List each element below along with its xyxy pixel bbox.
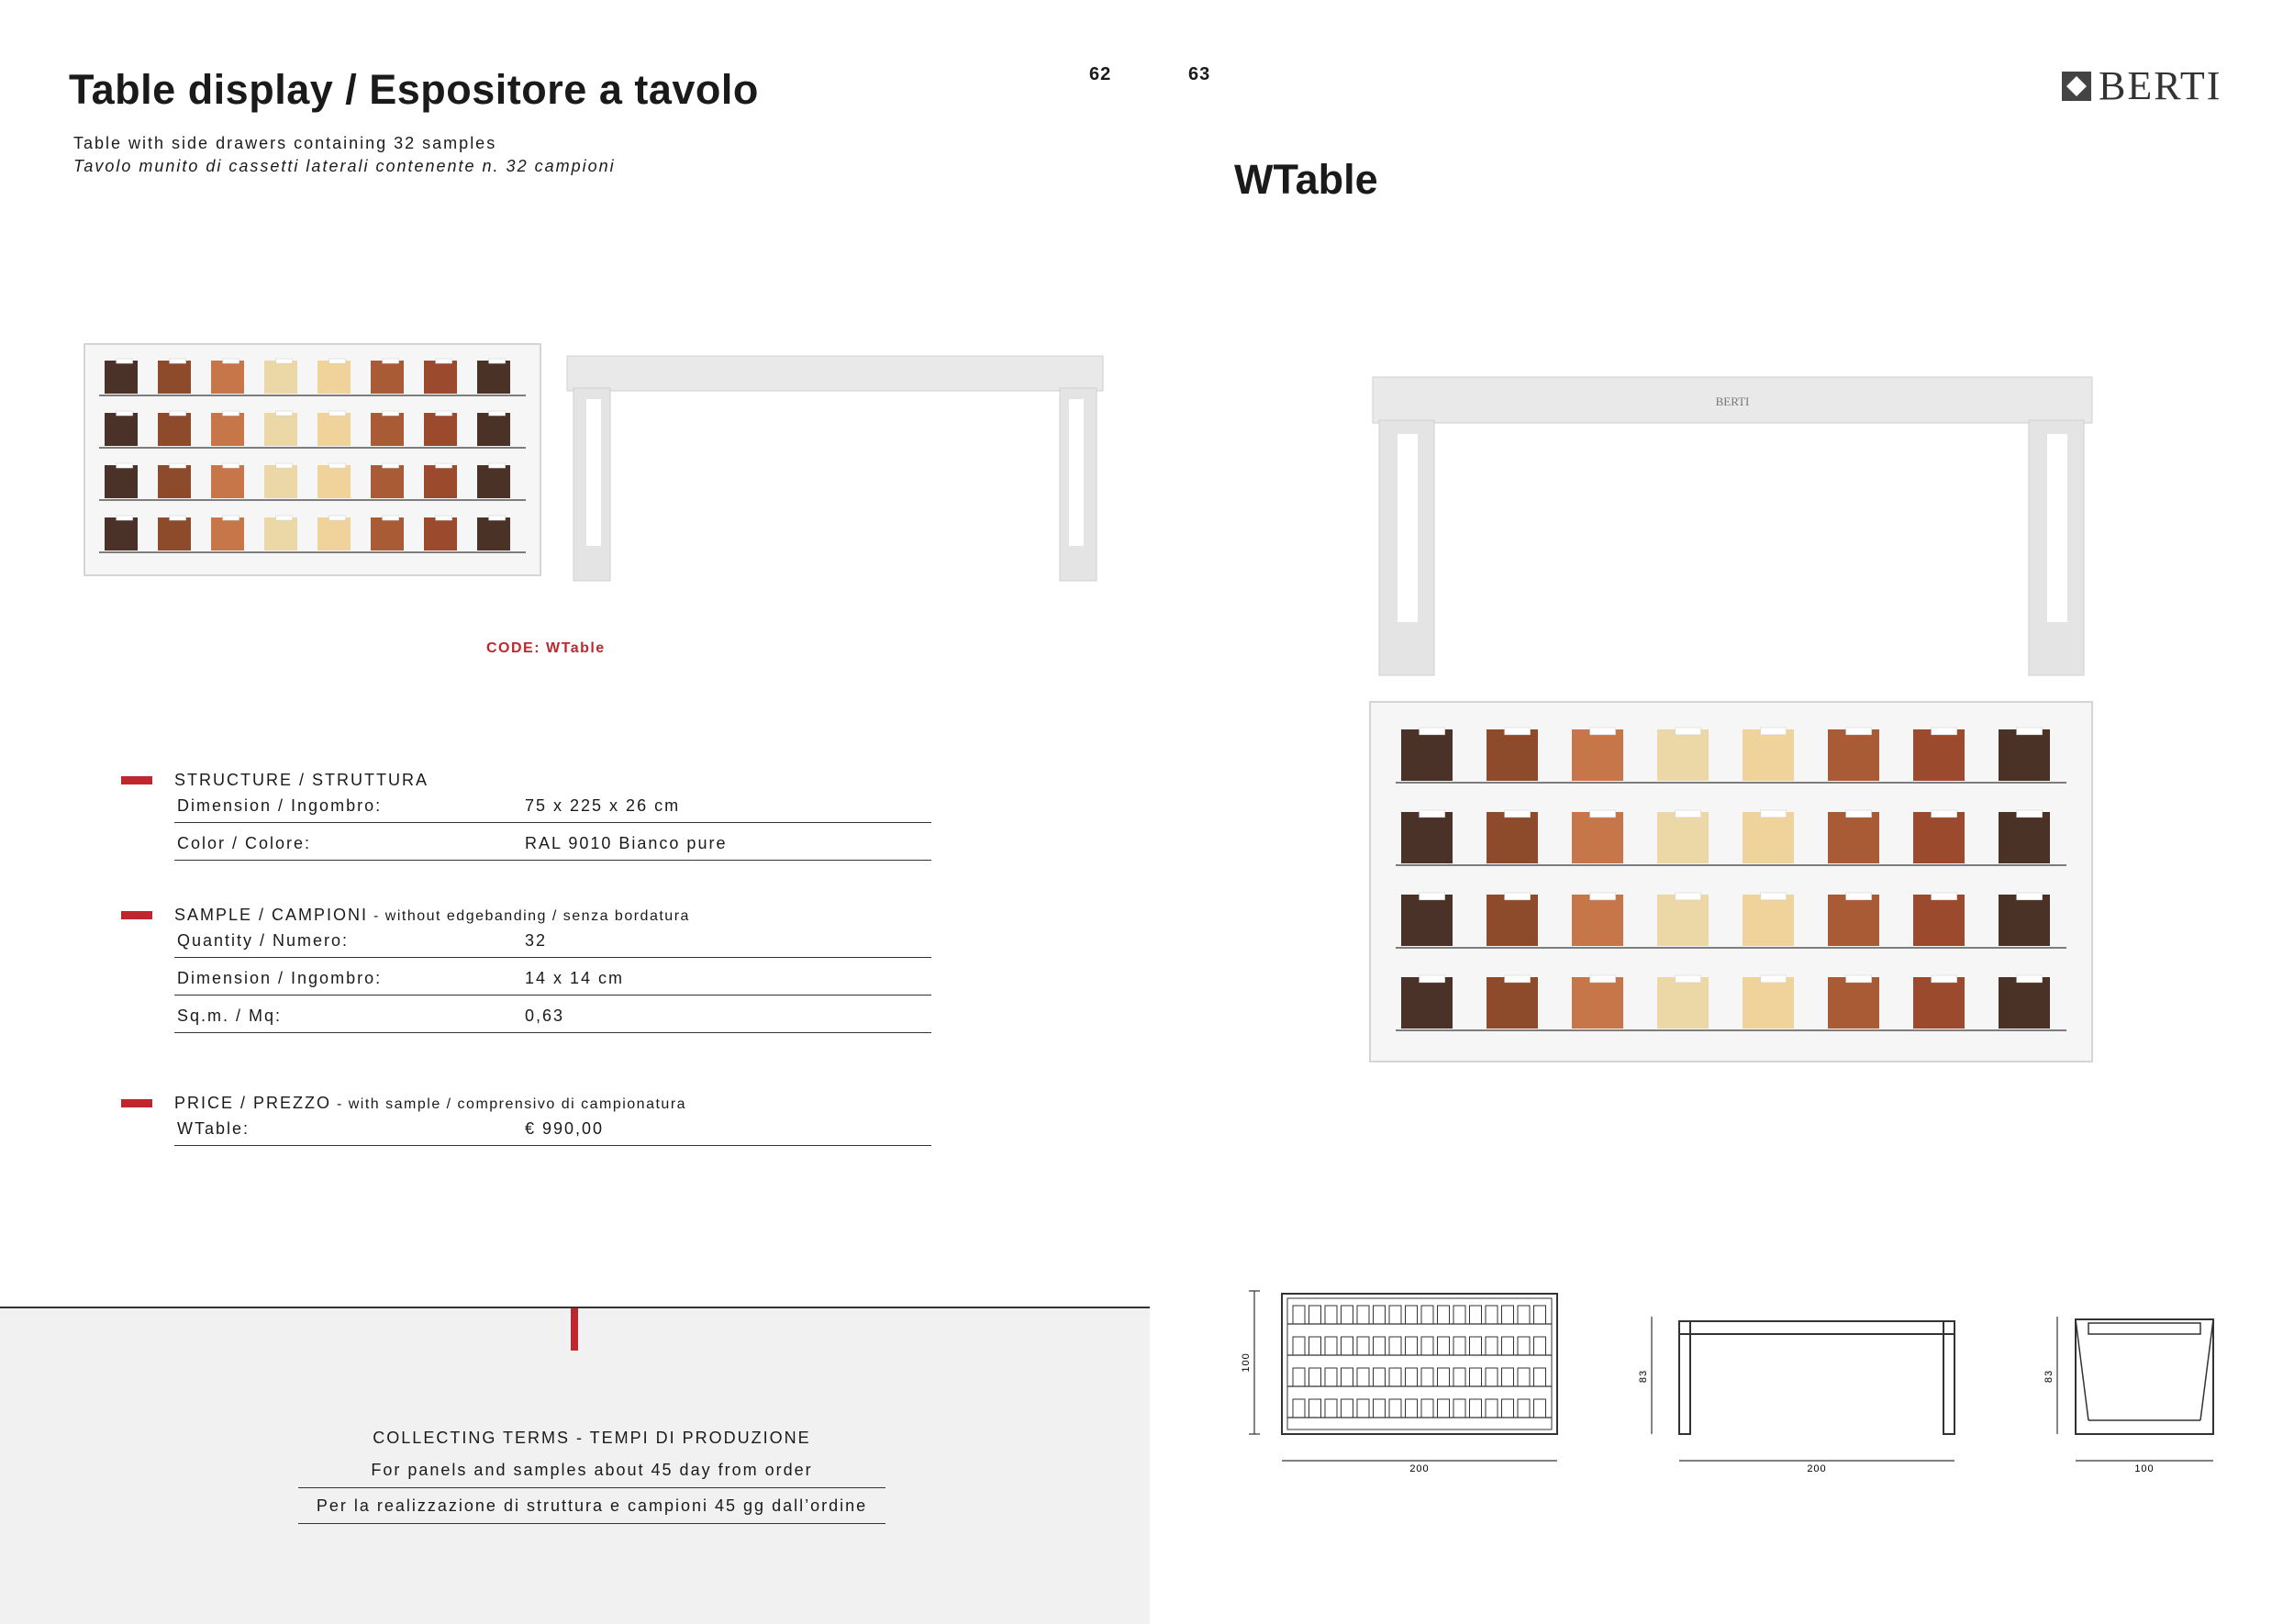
drawing-cell <box>1357 1306 1369 1324</box>
swatch-label-tab <box>329 359 346 363</box>
brand-name: BERTI <box>2099 63 2222 108</box>
table-image-large <box>1370 374 2095 677</box>
sample-swatch <box>211 361 244 394</box>
dim-width-label: 200 <box>1807 1463 1827 1474</box>
drawing-cell <box>1518 1306 1530 1324</box>
swatch-label-tab <box>1590 975 1616 983</box>
drawing-cell <box>1518 1337 1530 1355</box>
sample-swatch <box>424 517 457 551</box>
drawing-cell <box>1453 1399 1465 1418</box>
swatch-label-tab <box>1846 810 1872 818</box>
sample-swatch <box>1401 812 1453 863</box>
sample-swatch <box>1572 977 1623 1029</box>
page-number-right: 63 <box>1188 64 1211 84</box>
drawing-cell <box>1421 1399 1433 1418</box>
sample-swatch <box>1743 977 1794 1029</box>
table-top <box>567 356 1103 391</box>
sample-swatch <box>371 517 404 551</box>
swatch-label-tab <box>383 516 399 520</box>
sample-swatch <box>1657 812 1709 863</box>
sample-swatch <box>1828 977 1879 1029</box>
drawing-cell <box>1502 1337 1514 1355</box>
dim-height-label: 100 <box>1241 1352 1252 1373</box>
collecting-terms-footer <box>0 1307 1150 1624</box>
swatch-label-tab <box>436 359 452 363</box>
swatch-label-tab <box>223 516 239 520</box>
sample-swatch <box>1913 729 1965 781</box>
swatch-label-tab <box>1846 975 1872 983</box>
spec-row <box>174 958 931 996</box>
red-marker <box>121 911 152 919</box>
drawing-cell <box>1534 1399 1546 1418</box>
drawing-cell <box>1518 1399 1530 1418</box>
sample-swatch <box>264 413 297 446</box>
swatch-label-tab <box>1590 810 1616 818</box>
swatch-label-tab <box>1676 975 1701 983</box>
sample-swatch <box>1401 977 1453 1029</box>
table-image-small <box>564 353 1106 583</box>
drawing-cell <box>1502 1368 1514 1386</box>
sample-swatch <box>158 465 191 498</box>
sample-swatch <box>1572 812 1623 863</box>
drawing-cell <box>1486 1337 1498 1355</box>
swatch-label-tab <box>223 463 239 468</box>
drawing-cell <box>1421 1306 1433 1324</box>
drawing-side-view <box>1638 1312 1962 1474</box>
drawing-cell <box>1309 1399 1321 1418</box>
sample-swatch <box>1828 812 1879 863</box>
spec-value: 14 x 14 cm <box>525 969 625 987</box>
spec-row <box>174 823 931 861</box>
sample-swatch <box>1572 729 1623 781</box>
sample-swatch <box>424 465 457 498</box>
subtitle-it: Tavolo munito di cassetti laterali contenente n. 32 campioni <box>73 157 616 175</box>
sample-swatch <box>1999 895 2050 946</box>
drawing-cell <box>1293 1368 1305 1386</box>
swatch-label-tab <box>276 411 293 416</box>
sample-swatch <box>1828 729 1879 781</box>
sample-swatch <box>211 413 244 446</box>
drawing-cell <box>1293 1337 1305 1355</box>
swatch-label-tab <box>1761 728 1787 735</box>
sample-swatch <box>371 413 404 446</box>
sample-swatch <box>424 361 457 394</box>
swatch-label-tab <box>1846 728 1872 735</box>
sample-swatch <box>158 517 191 551</box>
sample-swatch <box>424 413 457 446</box>
drawing-cell <box>1309 1337 1321 1355</box>
sample-swatch <box>1401 729 1453 781</box>
sample-swatch <box>105 413 138 446</box>
drawing-cell <box>1438 1399 1450 1418</box>
drawing-cell <box>1342 1399 1353 1418</box>
swatch-label-tab <box>1676 810 1701 818</box>
subtitle-en: Table with side drawers containing 32 samples <box>73 134 497 152</box>
dim-height-label: 83 <box>1638 1369 1649 1384</box>
sample-swatch <box>1913 895 1965 946</box>
sample-swatch <box>1828 895 1879 946</box>
terms-heading: COLLECTING TERMS - TEMPI DI PRODUZIONE <box>373 1429 811 1447</box>
swatch-label-tab <box>383 411 399 416</box>
swatch-label-tab <box>1505 728 1531 735</box>
dim-height-label: 83 <box>2043 1369 2055 1384</box>
dim-width-label: 200 <box>1409 1463 1430 1474</box>
swatch-label-tab <box>1505 975 1531 983</box>
drawing-cell <box>1453 1337 1465 1355</box>
sample-swatch <box>1743 812 1794 863</box>
swatch-label-tab <box>2017 893 2043 900</box>
spec-value: € 990,00 <box>525 1119 605 1138</box>
spec-label: Color / Colore: <box>177 834 312 852</box>
sample-swatch <box>1743 895 1794 946</box>
page-number-left: 62 <box>1089 64 1112 84</box>
swatch-label-tab <box>276 359 293 363</box>
drawing-cell <box>1486 1306 1498 1324</box>
swatch-label-tab <box>1846 893 1872 900</box>
sample-swatch <box>1913 977 1965 1029</box>
sample-swatch <box>371 361 404 394</box>
drawing-cell <box>1325 1306 1337 1324</box>
drawing-cell <box>1342 1368 1353 1386</box>
section-note: - without edgebanding / senza bordatura <box>368 908 690 924</box>
drawing-cell <box>1389 1337 1401 1355</box>
spec-label: WTable: <box>177 1119 251 1138</box>
swatch-label-tab <box>383 463 399 468</box>
swatch-label-tab <box>170 463 186 468</box>
drawing-cell <box>1374 1399 1386 1418</box>
drawing-cell <box>1374 1368 1386 1386</box>
swatch-label-tab <box>436 463 452 468</box>
red-marker <box>121 1099 152 1107</box>
swatch-label-tab <box>1932 975 1957 983</box>
drawing-cell <box>1293 1306 1305 1324</box>
drawing-cell <box>1421 1368 1433 1386</box>
drawing-cell <box>1421 1337 1433 1355</box>
collecting-terms <box>298 1423 885 1524</box>
sample-swatch <box>158 413 191 446</box>
drawing-cell <box>1518 1368 1530 1386</box>
sample-swatch <box>477 413 510 446</box>
drawing-cell <box>1389 1368 1401 1386</box>
drawing-cell <box>1486 1399 1498 1418</box>
swatch-label-tab <box>1505 893 1531 900</box>
swatch-label-tab <box>436 411 452 416</box>
sample-swatch <box>1487 895 1538 946</box>
spec-label: Dimension / Ingombro: <box>177 796 383 815</box>
swatch-label-tab <box>489 411 506 416</box>
drawing-cell <box>1389 1399 1401 1418</box>
swatch-label-tab <box>329 411 346 416</box>
drawing-cell <box>1438 1337 1450 1355</box>
drawing-cell <box>1325 1337 1337 1355</box>
swatch-label-tab <box>1590 728 1616 735</box>
drawing-cell <box>1470 1337 1482 1355</box>
drawing-cell <box>1470 1368 1482 1386</box>
spec-value: 32 <box>525 931 548 950</box>
swatch-label-tab <box>383 359 399 363</box>
drawing-cell <box>1502 1306 1514 1324</box>
drawing-cell <box>1309 1306 1321 1324</box>
sample-swatch <box>105 517 138 551</box>
section-heading <box>174 1094 931 1118</box>
terms-line: For panels and samples about 45 day from order <box>298 1452 885 1488</box>
sample-swatch <box>1999 977 2050 1029</box>
swatch-label-tab <box>489 516 506 520</box>
drawing-cell <box>1374 1337 1386 1355</box>
sample-panel-image-large <box>1370 702 2092 1062</box>
swatch-label-tab <box>276 463 293 468</box>
swatch-label-tab <box>117 411 133 416</box>
drawing-cell <box>1534 1368 1546 1386</box>
spec-value: 75 x 225 x 26 cm <box>525 796 681 815</box>
swatch-label-tab <box>1505 810 1531 818</box>
sample-swatch <box>1999 812 2050 863</box>
sample-swatch <box>1657 729 1709 781</box>
sample-swatch <box>264 465 297 498</box>
spec-value: RAL 9010 Bianco pure <box>525 834 728 852</box>
sample-swatch <box>264 517 297 551</box>
sample-swatch <box>371 465 404 498</box>
drawing-cell <box>1342 1337 1353 1355</box>
drawing-cell <box>1342 1306 1353 1324</box>
swatch-label-tab <box>1420 810 1445 818</box>
product-title: WTable <box>1234 156 1378 203</box>
sample-swatch <box>317 361 351 394</box>
sample-swatch <box>105 465 138 498</box>
swatch-label-tab <box>1676 728 1701 735</box>
table-brand-mark: BERTI <box>1715 395 1750 408</box>
sample-swatch <box>211 517 244 551</box>
swatch-label-tab <box>329 463 346 468</box>
drawing-end-view <box>2043 1312 2239 1474</box>
sample-swatch <box>317 465 351 498</box>
sample-swatch <box>1401 895 1453 946</box>
swatch-label-tab <box>329 516 346 520</box>
swatch-label-tab <box>223 411 239 416</box>
drawing-cell <box>1486 1368 1498 1386</box>
section-sample <box>174 906 931 1033</box>
drawing-cell <box>1357 1368 1369 1386</box>
spec-row <box>174 1118 931 1146</box>
page-title: Table display / Espositore a tavolo <box>69 66 759 113</box>
swatch-label-tab <box>1932 810 1957 818</box>
swatch-label-tab <box>117 463 133 468</box>
sample-swatch <box>158 361 191 394</box>
spec-row <box>174 795 931 823</box>
drawing-cell <box>1438 1368 1450 1386</box>
swatch-label-tab <box>2017 810 2043 818</box>
section-price <box>174 1094 931 1146</box>
panel-frame <box>84 344 540 575</box>
drawing-cell <box>1357 1399 1369 1418</box>
sample-swatch <box>1487 729 1538 781</box>
sample-swatch <box>264 361 297 394</box>
section-structure <box>174 771 931 861</box>
drawing-cell <box>1309 1368 1321 1386</box>
section-title: PRICE / PREZZO <box>174 1094 332 1112</box>
swatch-label-tab <box>170 516 186 520</box>
red-marker <box>121 776 152 784</box>
drawing-cell <box>1325 1368 1337 1386</box>
sample-swatch <box>1572 895 1623 946</box>
sample-swatch <box>1487 812 1538 863</box>
drawing-cell <box>1534 1337 1546 1355</box>
product-code: CODE: WTable <box>486 640 606 656</box>
swatch-label-tab <box>1761 893 1787 900</box>
section-heading <box>174 906 931 929</box>
spec-row <box>174 996 931 1033</box>
drawing-cell <box>1453 1368 1465 1386</box>
swatch-label-tab <box>1420 975 1445 983</box>
drawing-cell <box>1325 1399 1337 1418</box>
section-title: SAMPLE / CAMPIONI <box>174 906 369 924</box>
panel-frame <box>1370 702 2092 1062</box>
swatch-label-tab <box>1761 975 1787 983</box>
swatch-label-tab <box>276 516 293 520</box>
sample-swatch <box>317 413 351 446</box>
sample-swatch <box>105 361 138 394</box>
drawing-cell <box>1470 1399 1482 1418</box>
spec-label: Quantity / Numero: <box>177 931 350 950</box>
swatch-label-tab <box>117 359 133 363</box>
sample-swatch <box>477 517 510 551</box>
drawing-cell <box>1470 1306 1482 1324</box>
dim-width-label: 100 <box>2134 1463 2155 1474</box>
drawing-cell <box>1406 1337 1418 1355</box>
drawing-cell <box>1374 1306 1386 1324</box>
drawing-cell <box>1293 1399 1305 1418</box>
swatch-label-tab <box>117 516 133 520</box>
sample-swatch <box>1913 812 1965 863</box>
sample-swatch <box>211 465 244 498</box>
drawing-cell <box>1406 1399 1418 1418</box>
swatch-label-tab <box>1932 893 1957 900</box>
sample-swatch <box>1487 977 1538 1029</box>
spec-row <box>174 929 931 958</box>
sample-swatch <box>1657 977 1709 1029</box>
drawing-cell <box>1357 1337 1369 1355</box>
drawing-cell <box>1389 1306 1401 1324</box>
sample-swatch <box>477 361 510 394</box>
terms-line: Per la realizzazione di struttura e campioni 45 gg dall’ordine <box>298 1488 885 1524</box>
drawing-cell <box>1453 1306 1465 1324</box>
drawing-cell <box>1502 1399 1514 1418</box>
swatch-label-tab <box>1932 728 1957 735</box>
section-title: STRUCTURE / STRUTTURA <box>174 771 429 789</box>
spec-label: Sq.m. / Mq: <box>177 1007 283 1025</box>
swatch-label-tab <box>2017 975 2043 983</box>
drawing-cell <box>1406 1368 1418 1386</box>
sample-swatch <box>1999 729 2050 781</box>
drawing-front-view <box>1243 1289 1565 1473</box>
berti-logo <box>2062 62 2222 109</box>
swatch-label-tab <box>1590 893 1616 900</box>
swatch-label-tab <box>170 359 186 363</box>
swatch-label-tab <box>1676 893 1701 900</box>
sample-panel-image-small <box>84 344 540 575</box>
spec-value: 0,63 <box>525 1007 565 1025</box>
berti-logo-icon <box>2062 72 2091 101</box>
red-marker <box>571 1308 578 1351</box>
swatch-label-tab <box>170 411 186 416</box>
drawing-cell <box>1438 1306 1450 1324</box>
swatch-label-tab <box>436 516 452 520</box>
swatch-label-tab <box>1420 893 1445 900</box>
swatch-label-tab <box>1761 810 1787 818</box>
sample-swatch <box>1657 895 1709 946</box>
sample-swatch <box>1743 729 1794 781</box>
drawing-cell <box>1534 1306 1546 1324</box>
swatch-label-tab <box>2017 728 2043 735</box>
swatch-label-tab <box>1420 728 1445 735</box>
section-heading <box>174 771 931 795</box>
drawing-cell <box>1406 1306 1418 1324</box>
swatch-label-tab <box>223 359 239 363</box>
section-note: - with sample / comprensivo di campionatura <box>331 1096 687 1112</box>
spec-label: Dimension / Ingombro: <box>177 969 383 987</box>
swatch-label-tab <box>489 359 506 363</box>
sample-swatch <box>317 517 351 551</box>
swatch-label-tab <box>489 463 506 468</box>
sample-swatch <box>477 465 510 498</box>
